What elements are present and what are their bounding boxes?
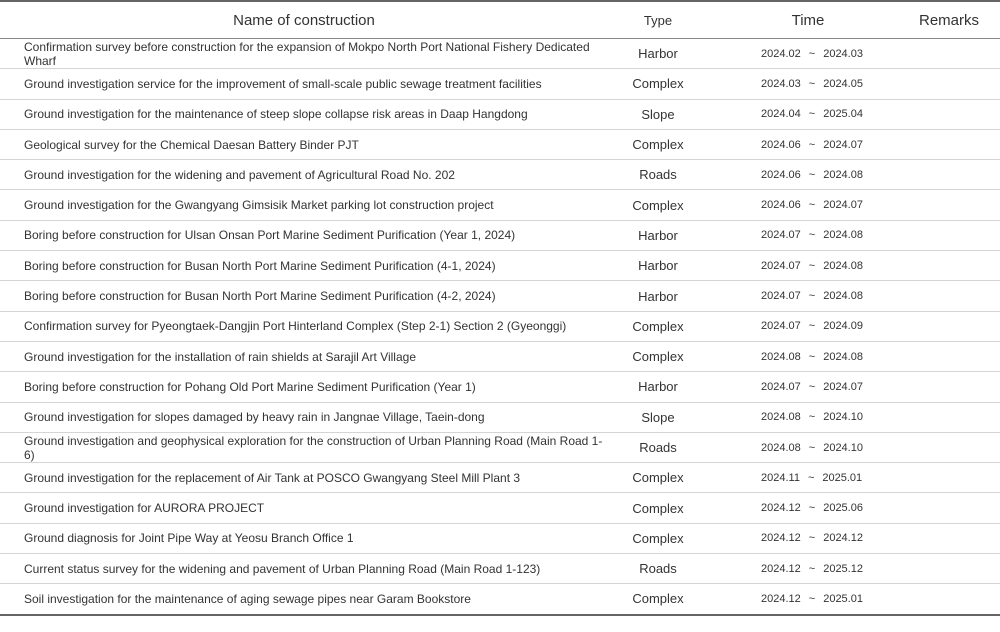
cell-remarks: [898, 402, 1000, 432]
time-start: 2024.08: [761, 350, 801, 363]
time-end: 2025.01: [822, 471, 863, 484]
cell-type: Slope: [608, 99, 708, 129]
time-separator: ~: [808, 229, 816, 242]
construction-table: [0, 2, 1000, 616]
cell-name: Boring before construction for Pohang Old Port Marine Sediment Purification (Year 1): [0, 372, 608, 402]
header-name: Name of construction: [0, 2, 608, 39]
cell-name: Ground investigation for the Gwangyang Gimsisik Market parking lot construction project: [0, 190, 608, 220]
cell-type: Complex: [608, 584, 708, 615]
cell-time: [708, 432, 898, 462]
table-row: [0, 463, 1000, 493]
time-start: 2024.07: [761, 290, 801, 303]
time-separator: ~: [808, 532, 816, 545]
cell-name: Ground investigation for AURORA PROJECT: [0, 493, 608, 523]
header-remarks: Remarks: [898, 2, 1000, 39]
time-separator: ~: [808, 199, 816, 212]
time-start: 2024.08: [761, 411, 801, 424]
cell-name: Boring before construction for Busan North Port Marine Sediment Purification (4-2, 2024): [0, 281, 608, 311]
time-end: 2024.07: [823, 199, 863, 212]
cell-remarks: [898, 463, 1000, 493]
table-body: [0, 39, 1000, 615]
cell-time: [708, 251, 898, 281]
time-start: 2024.04: [761, 108, 801, 121]
time-separator: ~: [808, 502, 816, 515]
time-end: 2024.09: [823, 320, 863, 333]
time-start: 2024.07: [761, 380, 801, 393]
cell-type: Harbor: [608, 281, 708, 311]
table-row: [0, 99, 1000, 129]
time-start: 2024.07: [761, 320, 801, 333]
time-end: 2025.12: [823, 562, 863, 575]
cell-time: [708, 220, 898, 250]
time-end: 2024.05: [823, 77, 863, 90]
cell-remarks: [898, 190, 1000, 220]
time-end: 2025.06: [823, 502, 863, 515]
cell-time: [708, 372, 898, 402]
table-row: [0, 372, 1000, 402]
time-end: 2024.12: [823, 532, 863, 545]
time-separator: ~: [808, 259, 816, 272]
time-end: 2024.07: [823, 138, 863, 151]
table-row: [0, 523, 1000, 553]
cell-type: Complex: [608, 129, 708, 159]
time-end: 2025.01: [823, 592, 863, 605]
header-time: Time: [708, 2, 898, 39]
cell-name: Boring before construction for Ulsan Onsan Port Marine Sediment Purification (Year 1, 2024): [0, 220, 608, 250]
cell-time: [708, 69, 898, 99]
cell-time: [708, 341, 898, 371]
time-start: 2024.12: [761, 532, 801, 545]
time-separator: ~: [808, 47, 816, 60]
time-start: 2024.03: [761, 77, 801, 90]
table-row: [0, 341, 1000, 371]
time-end: 2024.10: [823, 441, 863, 454]
header-type: Type: [608, 2, 708, 39]
time-separator: ~: [808, 138, 816, 151]
table-row: [0, 251, 1000, 281]
cell-type: Harbor: [608, 39, 708, 69]
cell-time: [708, 39, 898, 69]
cell-time: [708, 160, 898, 190]
cell-name: Ground diagnosis for Joint Pipe Way at Yeosu Branch Office 1: [0, 523, 608, 553]
cell-type: Complex: [608, 493, 708, 523]
time-end: 2024.08: [823, 259, 863, 272]
cell-name: Soil investigation for the maintenance of aging sewage pipes near Garam Bookstore: [0, 584, 608, 615]
cell-type: Complex: [608, 190, 708, 220]
time-start: 2024.12: [761, 562, 801, 575]
cell-type: Roads: [608, 432, 708, 462]
cell-remarks: [898, 554, 1000, 584]
cell-time: [708, 99, 898, 129]
cell-remarks: [898, 281, 1000, 311]
time-end: 2024.08: [823, 290, 863, 303]
cell-time: [708, 554, 898, 584]
cell-name: Ground investigation for the installation of rain shields at Sarajil Art Village: [0, 341, 608, 371]
time-end: 2024.08: [823, 229, 863, 242]
time-separator: ~: [808, 592, 816, 605]
time-separator: ~: [808, 562, 816, 575]
cell-remarks: [898, 311, 1000, 341]
cell-time: [708, 281, 898, 311]
cell-remarks: [898, 584, 1000, 615]
time-start: 2024.08: [761, 441, 801, 454]
time-separator: ~: [808, 290, 816, 303]
table-row: [0, 584, 1000, 615]
cell-remarks: [898, 372, 1000, 402]
time-start: 2024.07: [761, 259, 801, 272]
cell-time: [708, 402, 898, 432]
time-end: 2025.04: [823, 108, 863, 121]
cell-name: Boring before construction for Busan North Port Marine Sediment Purification (4-1, 2024): [0, 251, 608, 281]
cell-remarks: [898, 99, 1000, 129]
cell-remarks: [898, 493, 1000, 523]
time-start: 2024.02: [761, 47, 801, 60]
time-end: 2024.03: [823, 47, 863, 60]
cell-remarks: [898, 220, 1000, 250]
table-row: [0, 220, 1000, 250]
cell-name: Ground investigation for slopes damaged by heavy rain in Jangnae Village, Taein-dong: [0, 402, 608, 432]
cell-remarks: [898, 432, 1000, 462]
cell-time: [708, 493, 898, 523]
cell-type: Slope: [608, 402, 708, 432]
cell-name: Confirmation survey for Pyeongtaek-Dangjin Port Hinterland Complex (Step 2-1) Section 2 (Gyeonggi): [0, 311, 608, 341]
time-end: 2024.08: [823, 350, 863, 363]
cell-remarks: [898, 251, 1000, 281]
time-separator: ~: [808, 108, 816, 121]
time-separator: ~: [808, 380, 816, 393]
time-separator: ~: [808, 441, 816, 454]
cell-remarks: [898, 69, 1000, 99]
table-row: [0, 190, 1000, 220]
cell-type: Complex: [608, 341, 708, 371]
header-row: [0, 2, 1000, 39]
cell-time: [708, 523, 898, 553]
cell-type: Harbor: [608, 372, 708, 402]
time-start: 2024.06: [761, 138, 801, 151]
cell-name: Confirmation survey before construction for the expansion of Mokpo North Port National Fishery Dedicated Wharf: [0, 39, 608, 69]
cell-remarks: [898, 39, 1000, 69]
cell-name: Current status survey for the widening and pavement of Urban Planning Road (Main Road 1-123): [0, 554, 608, 584]
time-end: 2024.10: [823, 411, 863, 424]
table-row: [0, 39, 1000, 69]
cell-time: [708, 129, 898, 159]
table-row: [0, 402, 1000, 432]
table-row: [0, 129, 1000, 159]
cell-name: Ground investigation service for the improvement of small-scale public sewage treatment facilities: [0, 69, 608, 99]
table-row: [0, 160, 1000, 190]
cell-remarks: [898, 341, 1000, 371]
time-start: 2024.12: [761, 592, 801, 605]
cell-name: Geological survey for the Chemical Daesan Battery Binder PJT: [0, 129, 608, 159]
time-separator: ~: [808, 411, 816, 424]
cell-type: Complex: [608, 523, 708, 553]
cell-name: Ground investigation for the widening and pavement of Agricultural Road No. 202: [0, 160, 608, 190]
cell-time: [708, 584, 898, 615]
time-start: 2024.06: [761, 199, 801, 212]
time-start: 2024.11: [761, 471, 800, 484]
time-separator: ~: [808, 168, 816, 181]
table-row: [0, 493, 1000, 523]
cell-name: Ground investigation and geophysical exploration for the construction of Urban Planning Road (Main Road 1-6): [0, 432, 608, 462]
cell-type: Harbor: [608, 220, 708, 250]
table-row: [0, 432, 1000, 462]
table-row: [0, 69, 1000, 99]
time-end: 2024.07: [823, 380, 863, 393]
cell-name: Ground investigation for the maintenance of steep slope collapse risk areas in Daap Hangdong: [0, 99, 608, 129]
time-separator: ~: [808, 350, 816, 363]
table-row: [0, 311, 1000, 341]
cell-type: Harbor: [608, 251, 708, 281]
time-start: 2024.07: [761, 229, 801, 242]
cell-remarks: [898, 523, 1000, 553]
cell-time: [708, 190, 898, 220]
cell-time: [708, 311, 898, 341]
cell-type: Complex: [608, 463, 708, 493]
time-separator: ~: [807, 471, 815, 484]
time-end: 2024.08: [823, 168, 863, 181]
cell-type: Complex: [608, 311, 708, 341]
cell-remarks: [898, 129, 1000, 159]
cell-type: Roads: [608, 554, 708, 584]
time-separator: ~: [808, 77, 816, 90]
cell-type: Roads: [608, 160, 708, 190]
time-separator: ~: [808, 320, 816, 333]
cell-type: Complex: [608, 69, 708, 99]
cell-name: Ground investigation for the replacement of Air Tank at POSCO Gwangyang Steel Mill Plant 3: [0, 463, 608, 493]
time-start: 2024.06: [761, 168, 801, 181]
time-start: 2024.12: [761, 502, 801, 515]
cell-remarks: [898, 160, 1000, 190]
table-row: [0, 554, 1000, 584]
table-row: [0, 281, 1000, 311]
cell-time: [708, 463, 898, 493]
